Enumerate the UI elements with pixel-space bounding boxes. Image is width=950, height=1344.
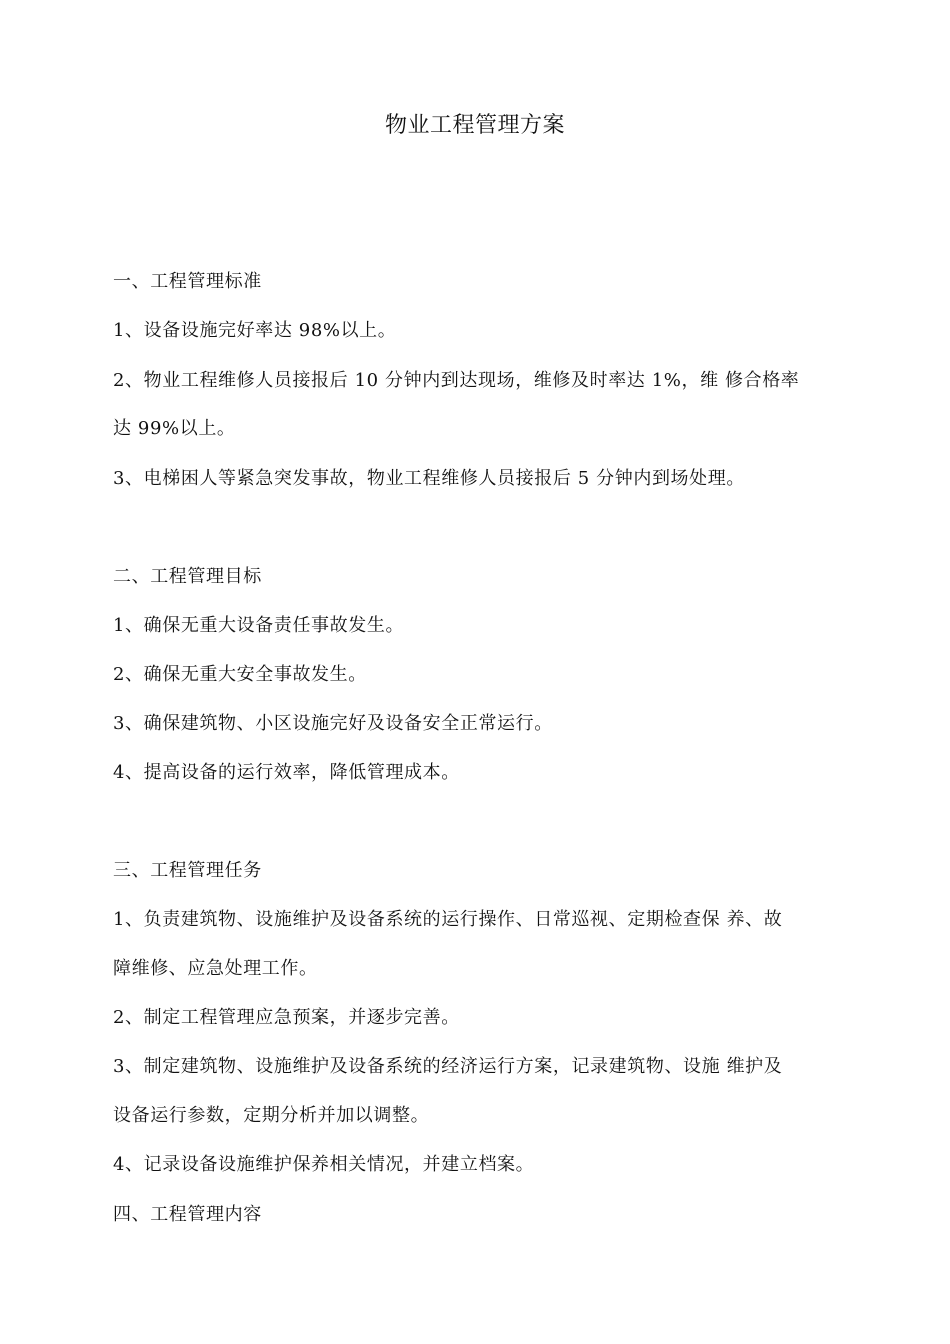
paragraph-line: 4、记录设备设施维护保养相关情况，并建立档案。 xyxy=(113,1154,535,1175)
paragraph-line: 2、制定工程管理应急预案，并逐步完善。 xyxy=(113,1007,460,1028)
section-heading-standards: 一、工程管理标准 xyxy=(113,271,262,292)
paragraph-line: 1、负责建筑物、设施维护及设备系统的运行操作、日常巡视、定期检查保 养、故 xyxy=(113,909,783,930)
section-heading-goals: 二、工程管理目标 xyxy=(113,566,262,587)
paragraph-line: 3、电梯困人等紧急突发事故，物业工程维修人员接报后 5 分钟内到场处理。 xyxy=(113,468,745,489)
paragraph-line: 3、确保建筑物、小区设施完好及设备安全正常运行。 xyxy=(113,713,553,734)
paragraph-line: 3、制定建筑物、设施维护及设备系统的经济运行方案，记录建筑物、设施 维护及 xyxy=(113,1056,783,1077)
paragraph-line: 2、物业工程维修人员接报后 10 分钟内到达现场，维修及时率达 1%，维 修合格率 xyxy=(113,370,800,391)
paragraph-line: 2、确保无重大安全事故发生。 xyxy=(113,664,367,685)
section-heading-content: 四、工程管理内容 xyxy=(113,1204,262,1225)
paragraph-line: 1、设备设施完好率达 98%以上。 xyxy=(113,320,397,341)
paragraph-line: 设备运行参数，定期分析并加以调整。 xyxy=(113,1105,430,1126)
paragraph-line: 达 99%以上。 xyxy=(113,418,236,439)
paragraph-line: 障维修、应急处理工作。 xyxy=(113,958,318,979)
paragraph-line: 4、提高设备的运行效率，降低管理成本。 xyxy=(113,762,460,783)
paragraph-line: 1、确保无重大设备责任事故发生。 xyxy=(113,615,405,636)
document-title: 物业工程管理方案 xyxy=(384,113,565,138)
section-heading-tasks: 三、工程管理任务 xyxy=(113,860,262,881)
